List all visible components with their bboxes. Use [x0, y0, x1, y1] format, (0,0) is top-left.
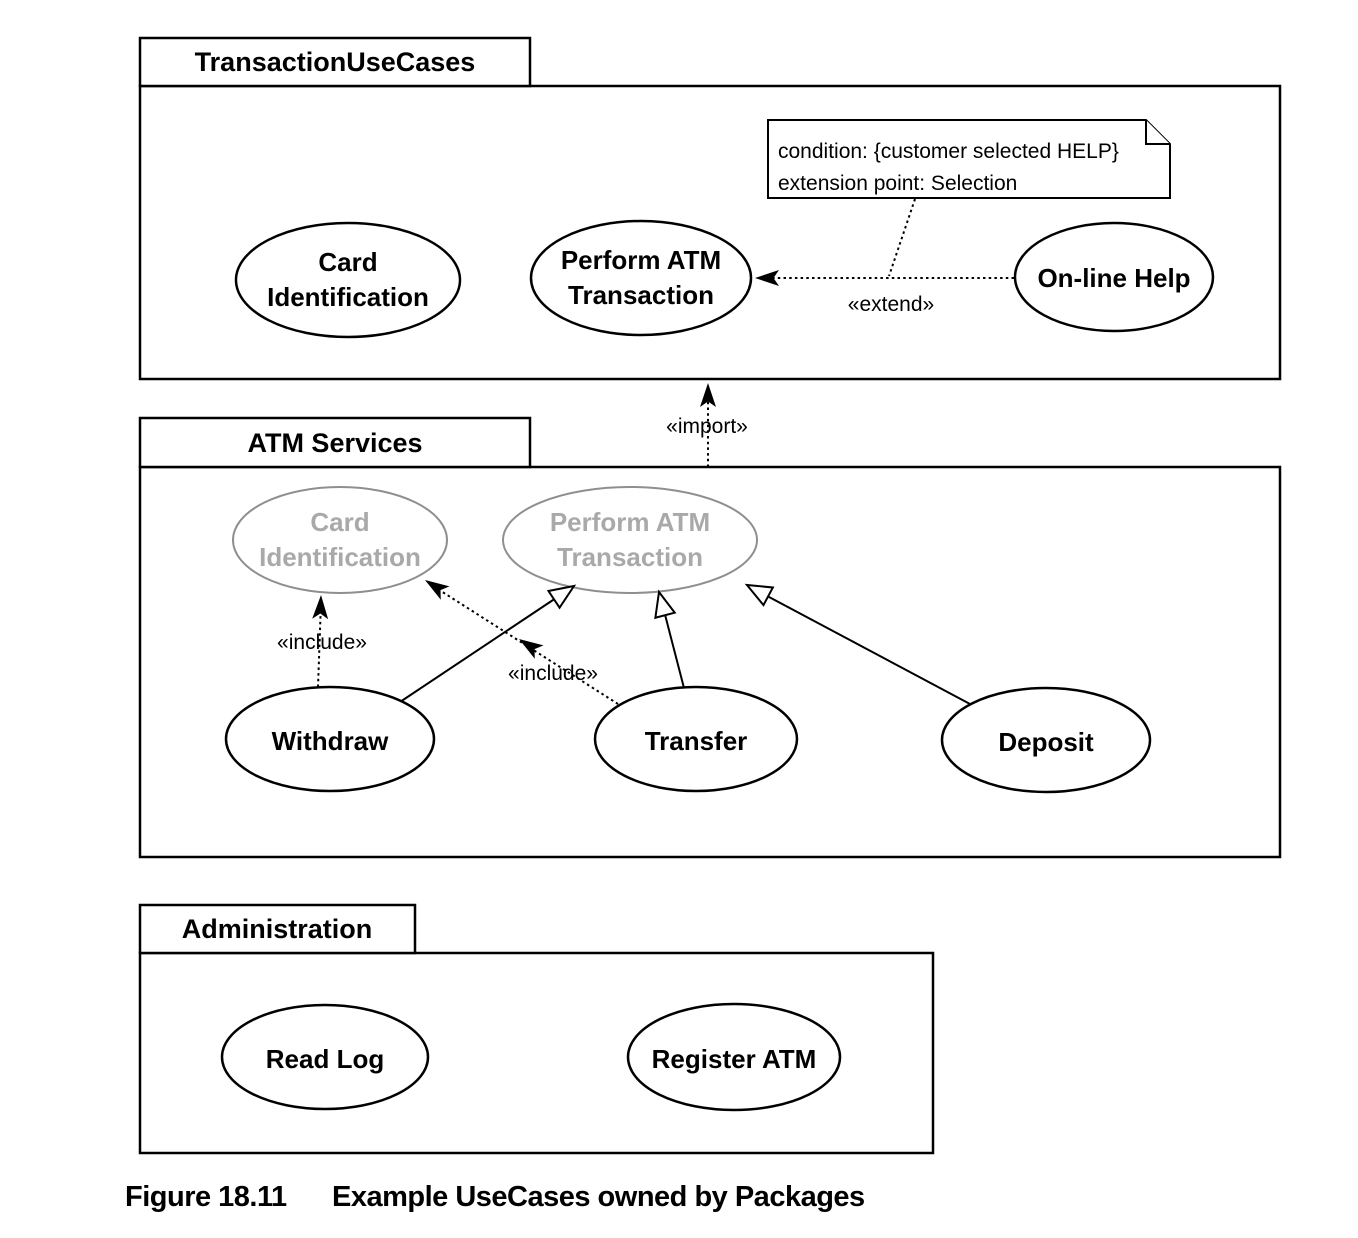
package-administration-name: Administration: [181, 914, 373, 944]
usecase-online-help: [1015, 223, 1213, 331]
usecase-transfer: [595, 687, 797, 791]
usecase-imported-perform-atm-transaction-label-line1: Perform ATM: [549, 507, 711, 537]
usecase-card-identification-ellipse: [236, 223, 460, 337]
usecase-card-identification: [236, 223, 460, 337]
package-transaction-name: TransactionUseCases: [194, 47, 476, 77]
usecase-imported-perform-atm-transaction: [503, 487, 757, 593]
usecase-deposit: [942, 688, 1150, 792]
figure-caption: [125, 1181, 865, 1213]
usecase-read-log: [222, 1005, 428, 1109]
usecase-imported-perform-atm-transaction-label-line2: Transaction: [557, 542, 703, 572]
usecase-withdraw: [226, 687, 434, 791]
include-withdraw-stereotype-label: «include»: [277, 631, 367, 654]
usecase-perform-atm-transaction-label-line1: Perform ATM: [560, 245, 722, 275]
extend-stereotype-label: «extend»: [847, 293, 935, 316]
note-extension-point-line: extension point: Selection: [778, 172, 1018, 195]
usecase-imported-card-identification-label-line1: Card: [310, 507, 370, 537]
usecase-card-identification-label-line2: Identification: [267, 282, 429, 312]
include-transfer-stereotype-label: «include»: [508, 662, 598, 685]
usecase-register-atm: [628, 1004, 840, 1110]
usecase-perform-atm-transaction-label-line2: Transaction: [568, 280, 714, 310]
usecase-deposit-label: Deposit: [998, 727, 1094, 757]
usecase-register-atm-label: Register ATM: [651, 1044, 817, 1074]
note-condition-line: condition: {customer selected HELP}: [778, 140, 1119, 163]
usecase-perform-atm-transaction: [531, 221, 751, 335]
usecase-imported-card-identification: [233, 487, 447, 593]
usecase-card-identification-label-line1: Card: [318, 247, 378, 277]
usecase-imported-card-identification-label-line2: Identification: [259, 542, 421, 572]
figure-caption-title: Example UseCases owned by Packages: [332, 1181, 865, 1213]
import-stereotype-label: «import»: [666, 415, 748, 438]
extend-condition-note: [768, 120, 1170, 198]
usecase-online-help-label: On-line Help: [1037, 263, 1191, 293]
usecase-imported-perform-atm-transaction-ellipse: [503, 487, 757, 593]
package-atm-services-name: ATM Services: [247, 428, 423, 458]
figure-caption-number: Figure 18.11: [125, 1181, 287, 1213]
usecase-transfer-label: Transfer: [644, 726, 748, 756]
usecase-perform-atm-transaction-ellipse: [531, 221, 751, 335]
usecase-withdraw-label: Withdraw: [271, 726, 389, 756]
usecase-imported-card-identification-ellipse: [233, 487, 447, 593]
usecase-read-log-label: Read Log: [265, 1044, 385, 1074]
